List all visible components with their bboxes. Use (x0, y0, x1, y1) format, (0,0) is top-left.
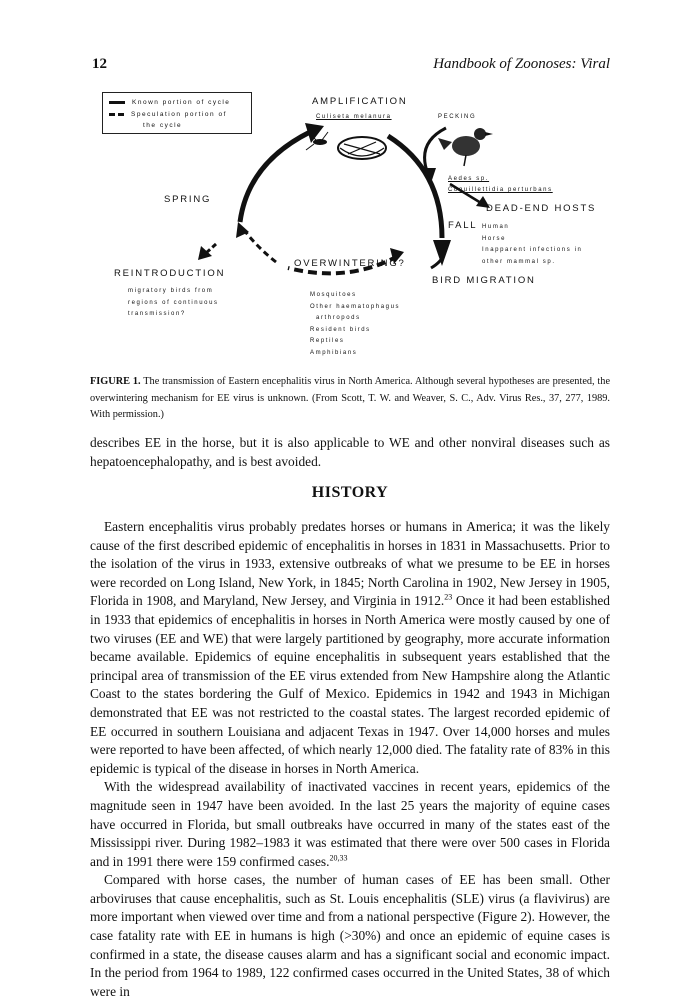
reintroduction-arrowhead (198, 246, 212, 260)
caption-label: FIGURE 1. (90, 376, 141, 387)
dead-end-host-item: other mammal sp. (482, 258, 556, 265)
spring-return-arrowhead (236, 222, 249, 238)
legend-speculation-line2: the cycle (143, 122, 183, 129)
dead-end-host-item: Human (482, 224, 510, 230)
overwintering-item: Other haematophagus (310, 303, 401, 310)
reintroduction-note-line: transmission? (128, 311, 186, 317)
legend-speculation (109, 111, 227, 118)
dead-end-host-list (482, 222, 582, 268)
dead-end-hosts-label: DEAD-END HOSTS (486, 203, 597, 214)
dead-end-host-item: Horse (482, 235, 507, 242)
running-title: Handbook of Zoonoses: Viral (433, 56, 610, 72)
reintroduction-note-line: regions of continuous (128, 299, 219, 306)
culiseta-label: Culiseta melanura (316, 114, 392, 120)
reintroduction-note-line: migratory birds from (128, 288, 214, 294)
legend-box (102, 92, 252, 134)
dead-end-host-item: Inapparent infections in (482, 247, 583, 253)
amplification-label: AMPLIFICATION (312, 96, 408, 107)
legend-speculation-label: Speculation portion of (131, 111, 227, 118)
overwintering-item: Amphibians (310, 349, 358, 356)
fall-arc (388, 136, 442, 238)
bird-migration-label: BIRD MIGRATION (432, 275, 536, 286)
body-text (90, 518, 610, 1001)
bird-beak (485, 132, 493, 136)
reference-superscript: 23 (444, 592, 453, 602)
reintroduction-label: REINTRODUCTION (114, 268, 226, 279)
legend-known (109, 99, 230, 106)
bird-leg (464, 155, 466, 166)
legend-dash-swatch-2 (118, 113, 124, 116)
transmission-cycle-figure (98, 88, 608, 370)
paragraph-text: With the widespread availability of inactivated vaccines in recent years, epidemics of the magnitude seen in 1947 have been avoided. In the last 25 years the majority of equine cases have occurred in Florida, but small outbreaks have occurred in many of the states east of the Mississippi river. During 1982–1983 it was estimated that there were over 500 cases in Florida and in 1991 there were 159 confirmed cases. (90, 779, 610, 869)
nest-straw (340, 142, 384, 156)
overwintering-list (310, 290, 400, 359)
overwintering-item: Resident birds (310, 326, 371, 333)
reintroduction-arrow (206, 244, 216, 253)
pecking-label: PECKING (438, 114, 477, 120)
reintroduction-note (128, 286, 219, 321)
reintroduction-arc (244, 230, 276, 262)
spring-arc (240, 132, 310, 222)
overwintering-label: OVERWINTERING? (294, 258, 406, 269)
legend-known-label: Known portion of cycle (132, 99, 231, 106)
paragraph (90, 871, 610, 1001)
aedes-label: Aedes sp. (448, 176, 490, 182)
overwintering-item: arthropods (316, 315, 361, 321)
paragraph-text: Compared with horse cases, the number of human cases of EE has been small. Other arboviruses that cause encephalitis, such as St. Louis encephalitis (SLE) virus (a flavivirus) are more important when viewed over time and from a national perspective (Figure 2). However, the case fatality rate with EE in humans is high (>30%) and once an epidemic of equine cases is confirmed in a state, the disease causes alarm and has a significant social and economic impact. In the period from 1964 to 1989, 122 confirmed cases occurred in the United States, 38 of which were in (90, 872, 610, 999)
coquillettidia-label: Coquillettidia perturbans (448, 187, 553, 193)
figure-caption (90, 374, 610, 424)
fall-label: FALL (448, 220, 478, 231)
continuation-paragraph: describes EE in the horse, but it is also applicable to WE and other nonviral diseases such as hepatoencephalopathy, and is best avoided. (90, 435, 610, 469)
paragraph (90, 778, 610, 871)
caption-text: The transmission of Eastern encephalitis virus in North America. Although several hypotheses are presented, the overwintering mechanism for EE virus is unknown. (From Scott, T. W. and Weaver, S. C., Adv. Virus Res., 37, 277, 1989. With permission.) (90, 376, 611, 420)
page-number: 12 (92, 56, 107, 72)
section-heading: HISTORY (311, 484, 389, 501)
pecking-arrow (425, 128, 446, 174)
bird-icon (452, 136, 480, 156)
reference-superscript: 20,33 (329, 853, 348, 863)
spring-label: SPRING (164, 194, 212, 205)
legend-solid-swatch (109, 101, 125, 104)
paragraph-text-continued: Once it had been established in 1933 that epidemics of encephalitis in horses in North America were mostly caused by one of two viruses (EE and WE) that were largely partitioned by geography, more accurate information became available. Epidemics of equine encephalitis in subsequent years established that the principal area of transmission of the EE virus extended from New Hampshire along the Atlantic Coast to the states bordering the Gulf of Mexico. Epidemics in 1942 and 1943 in Michigan demonstrated that EE was not restricted to the coastal states. The largest recorded epidemic of EE occurred in southern Louisiana and adjacent Texas in 1947. Over 14,000 horses and mules were reported to have been affected, of which nearly 12,000 died. The fatality rate of 83% in this epidemic is typical of the disease in horses in North America. (90, 593, 610, 776)
bird-head (474, 128, 486, 140)
bird-tail (438, 138, 452, 150)
mosquito-icon (313, 139, 327, 145)
paragraph-text: Eastern encephalitis virus probably predates horses or humans in America; it was the likely cause of the first described epidemic of encephalitis in horses in 1831 in Massachusetts. Prior to the isolation of the virus in 1933, extensive outbreaks of what we presume to be EE in horses were recorded on Long Island, New York, in 1845; North Carolina in 1902, New Jersey in 1905, Florida in 1908, and Maryland, New Jersey, and Virginia in 1912. (90, 519, 610, 609)
paragraph (90, 518, 610, 778)
overwintering-item: Mosquitoes (310, 292, 357, 298)
overwintering-item: Reptiles (310, 338, 345, 344)
fall-arrowhead (433, 240, 451, 266)
legend-dash-swatch (109, 113, 115, 116)
